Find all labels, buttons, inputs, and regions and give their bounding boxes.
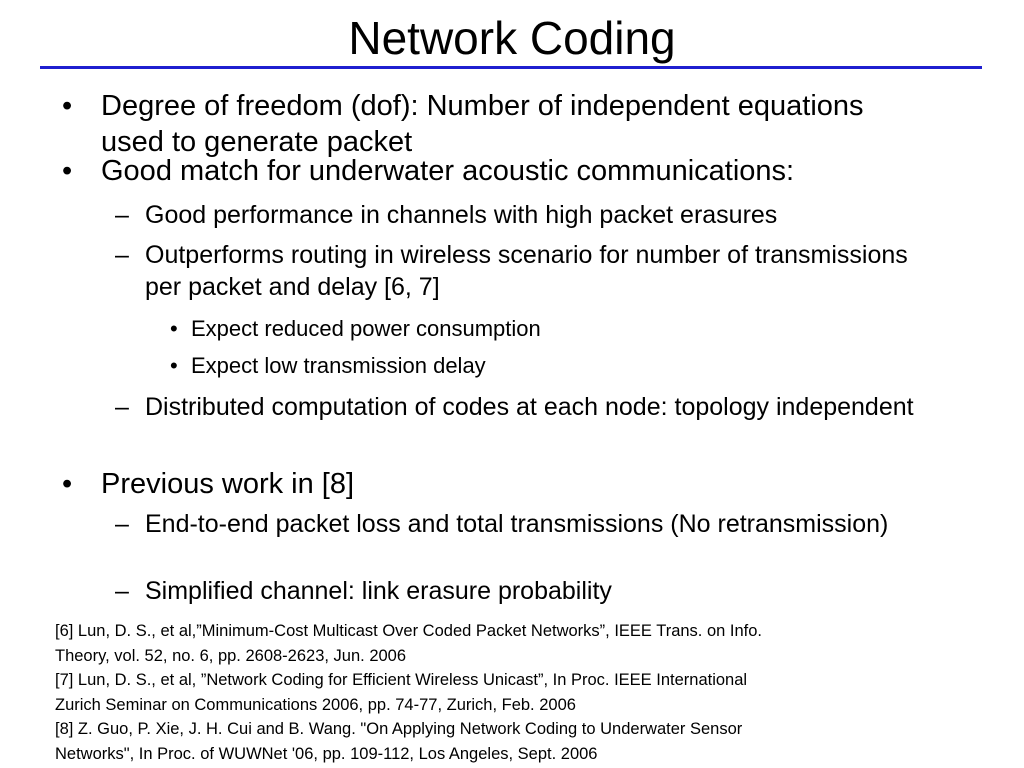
sub-bullet-text: Distributed computation of codes at each node: topology independent: [145, 393, 914, 421]
sub-bullet-text: Simplified channel: link erasure probability: [145, 577, 612, 605]
sub-bullet-text: Outperforms routing in wireless scenario for number of transmissions per packet and delay [6, 7]: [145, 241, 908, 301]
bullet-text: Previous work in [8]: [101, 468, 355, 500]
dash-marker: –: [115, 393, 129, 421]
bullet-text: Good match for underwater acoustic communications:: [101, 155, 795, 187]
reference-line: [6] Lun, D. S., et al,”Minimum-Cost Multicast Over Coded Packet Networks”, IEEE Trans. on Info.: [55, 622, 763, 640]
reference-line: [7] Lun, D. S., et al, ”Network Coding for Efficient Wireless Unicast”, In Proc. IEEE International: [55, 671, 748, 689]
bullet-marker: •: [62, 90, 73, 122]
sub-bullet-text: Good performance in channels with high packet erasures: [145, 201, 778, 229]
reference-line: Theory, vol. 52, no. 6, pp. 2608-2623, Jun. 2006: [55, 646, 407, 665]
reference-line: Zurich Seminar on Communications 2006, pp. 74-77, Zurich, Feb. 2006: [55, 695, 576, 714]
reference-line: Networks", In Proc. of WUWNet '06, pp. 109-112, Los Angeles, Sept. 2006: [55, 744, 598, 763]
bullet-marker: •: [170, 316, 178, 341]
sub-sub-bullet-text: Expect reduced power consumption: [191, 316, 541, 341]
bullet-text: Degree of freedom (dof): Number of independent equations used to generate packet: [101, 90, 864, 158]
title-underline: [40, 66, 982, 69]
dash-marker: –: [115, 510, 129, 538]
slide-title: Network Coding: [348, 12, 676, 64]
references: [55, 619, 955, 766]
reference-line: [8] Z. Guo, P. Xie, J. H. Cui and B. Wang. "On Applying Network Coding to Underwater Sensor: [55, 720, 743, 738]
bullet-marker: •: [62, 468, 73, 500]
sub-bullet-text: End-to-end packet loss and total transmissions (No retransmission): [145, 510, 889, 538]
dash-marker: –: [115, 241, 129, 269]
dash-marker: –: [115, 201, 129, 229]
sub-sub-bullet-text: Expect low transmission delay: [191, 353, 486, 378]
bullet-marker: •: [62, 155, 73, 187]
dash-marker: –: [115, 577, 129, 605]
bullet-marker: •: [170, 353, 178, 378]
